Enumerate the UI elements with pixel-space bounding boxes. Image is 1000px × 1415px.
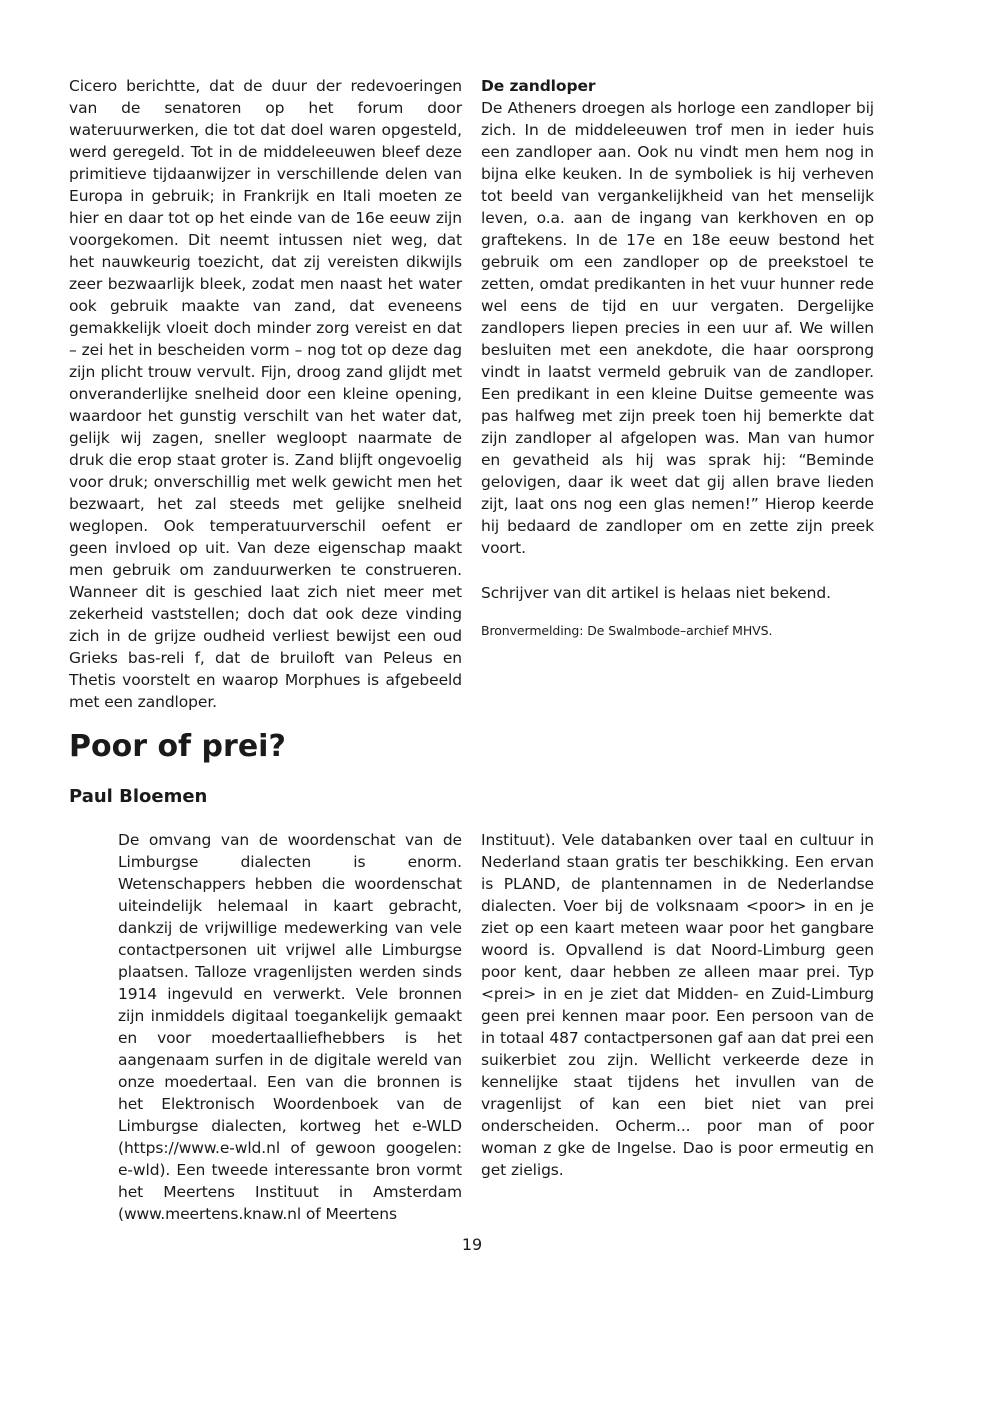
- author-credit: Schrijver van dit artikel is helaas niet bekend.: [481, 584, 831, 602]
- body-paragraph: Instituut). Vele databanken over taal en cultuur in Nederland staan gratis ter beschikking. Een ervan is PLAND, de plantennamen in de Nederlandse dialecten. Voer bij de volksnaam <poor> in en je ziet op een kaart meteen waar poor het gangbare woord is. Opvallend is dat Noord-Limburg geen poor kent, daar hebben ze alleen maar prei. Typ <prei> in en je ziet dat Midden- en Zuid-Limburg geen prei kennen maar poor. Een persoon van de in totaal 487 contactpersonen gaf aan dat prei een suikerbiet zou zijn. Wellicht verkeerde deze in kennelijke staat tijdens het invullen van de vragenlijst of kan een biet niet van prei onderscheiden. Ocherm... poor man of poor woman z gke de Ingelse. Dao is poor ermeutig en get zieligs.: [481, 831, 874, 1179]
- page-number: 19: [461, 1235, 483, 1254]
- source-note: Bronvermelding: De Swalmbode–archief MHVS.: [481, 623, 773, 638]
- column-bottom-right: [481, 829, 874, 1181]
- column-top-left: [69, 75, 462, 713]
- column-top-right: [481, 75, 874, 640]
- body-paragraph: De Atheners droegen als horloge een zandloper bij zich. In de middeleeuwen trof men in ieder huis een zandloper aan. Ook nu vindt men hem nog in bijna elke keuken. In de symboliek is hij verheven tot beeld van vergankelijkheid van het menselijk leven, o.a. aan de ingang van kerkhoven en op graftekens. In de 17e en 18e eeuw bestond het gebruik om een zandloper op de preekstoel te zetten, omdat predikanten in het vuur hunner rede wel eens de tijd en uur vergaten. Dergelijke zandlopers liepen precies in een uur af. We willen besluiten met een anekdote, die haar oorsprong vindt in laatst vermeld gebruik van de zandloper. Een predikant in een kleine Duitse gemeente was pas halfweg met zijn preek toen hij bemerkte dat zijn zandloper al afgelopen was. Man van humor en gevatheid als hij was sprak hij: “Beminde gelovigen, daar ik weet dat gij allen brave lieden zijt, laat ons nog een glas nemen!” Hierop keerde hij bedaard de zandloper om en zette zijn preek voort.: [481, 99, 874, 557]
- article-author: Paul Bloemen: [69, 786, 208, 807]
- body-paragraph: De omvang van de woordenschat van de Limburgse dialecten is enorm. Wetenschappers hebben die woordenschat uiteindelijk helemaal in kaart gebracht, dankzij de vrijwillige medewerking van vele contactpersonen uit vrijwel alle Limburgse plaatsen. Talloze vragenlijsten werden sinds 1914 ingevuld en verwerkt. Vele bronnen zijn inmiddels digitaal toegankelijk gemaakt en voor moedertaalliefhebbers is het aangenaam surfen in de digitale wereld van onze moedertaal. Een van die bronnen is het Elektronisch Woordenboek van de Limburgse dialecten, kortweg het e-WLD (https://www.e-wld.nl of gewoon googelen: e-wld). Een tweede interessante bron vormt het Meertens Instituut in Amsterdam (www.meertens.knaw.nl of Meertens: [118, 831, 462, 1223]
- article-title: Poor of prei?: [69, 729, 286, 764]
- body-paragraph: Cicero berichtte, dat de duur der redevoeringen van de senatoren op het forum door wateruurwerken, die tot dat doel waren opgesteld, werd geregeld. Tot in de middeleeuwen bleef deze primitieve tijdaanwijzer in verschillende delen van Europa in gebruik; in Frankrijk en Itali moeten ze hier en daar tot op het einde van de 16e eeuw zijn voorgekomen. Dit neemt intussen niet weg, dat het nauwkeurig toezicht, dat zij vereisten dikwijls zeer bezwaarlijk bleek, zodat men naast het water ook gebruik maakte van zand, dat eveneens gemakkelijk vloeit doch minder zorg vereist en dat – zei het in bescheiden vorm – nog tot op deze dag zijn plicht trouw vervult. Fijn, droog zand glijdt met onveranderlijke snelheid door een kleine opening, waardoor het gunstig verschilt van het water dat, gelijk wij zagen, sneller wegloopt naarmate de druk die erop staat groter is. Zand blijft ongevoelig voor druk; onverschillig met welk gewicht men het bezwaart, het zal steeds met gelijke snelheid weglopen. Ook temperatuurverschil oefent er geen invloed op uit. Van deze eigenschap maakt men gebruik om zanduurwerken te construeren. Wanneer dit is geschied laat zich niet meer met zekerheid vaststellen; doch dat ook deze vinding zich in de grijze oudheid verliest bewijst een oud Grieks bas-reli f, dat de bruiloft van Peleus en Thetis voorstelt en waarop Morphues is afgebeeld met een zandloper.: [69, 77, 462, 711]
- section-heading: De zandloper: [481, 77, 596, 95]
- column-bottom-left: [118, 829, 462, 1225]
